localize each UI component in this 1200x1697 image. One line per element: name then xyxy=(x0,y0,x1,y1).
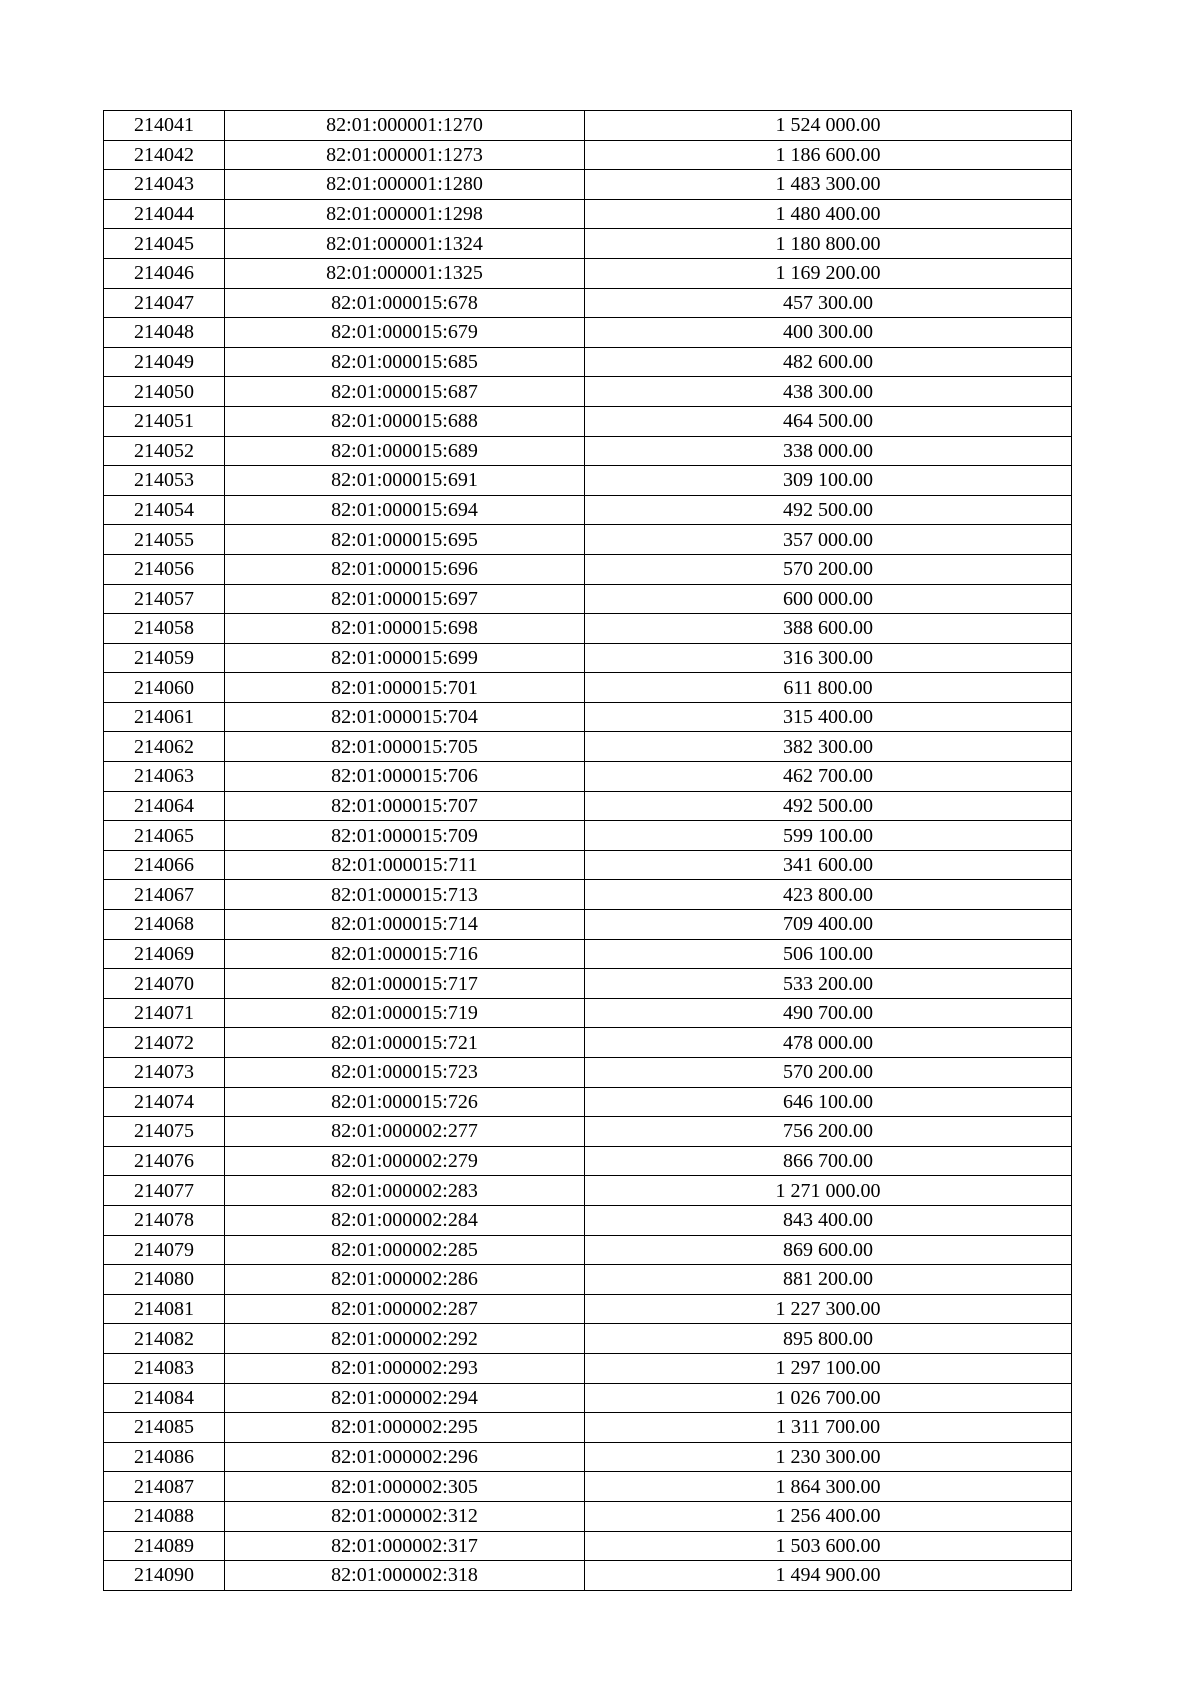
table-row xyxy=(104,318,1072,348)
table-row xyxy=(104,1205,1072,1235)
row-number-cell: 214079 xyxy=(104,1235,225,1265)
table-row xyxy=(104,140,1072,170)
cadastral-number-cell: 82:01:000015:717 xyxy=(225,969,585,999)
cadastral-number-cell: 82:01:000015:707 xyxy=(225,791,585,821)
cadastral-number-cell: 82:01:000015:711 xyxy=(225,850,585,880)
cadastral-number-cell: 82:01:000002:286 xyxy=(225,1265,585,1295)
table-body xyxy=(104,111,1072,1591)
cadastral-number-cell: 82:01:000001:1270 xyxy=(225,111,585,141)
row-number-cell: 214068 xyxy=(104,910,225,940)
cadastral-number-cell: 82:01:000002:305 xyxy=(225,1472,585,1502)
row-number-cell: 214082 xyxy=(104,1324,225,1354)
row-number-cell: 214067 xyxy=(104,880,225,910)
table-row xyxy=(104,1087,1072,1117)
row-number-cell: 214084 xyxy=(104,1383,225,1413)
value-cell: 1 483 300.00 xyxy=(585,170,1072,200)
table-row xyxy=(104,1146,1072,1176)
cadastral-number-cell: 82:01:000002:295 xyxy=(225,1413,585,1443)
value-cell: 482 600.00 xyxy=(585,347,1072,377)
cadastral-number-cell: 82:01:000002:285 xyxy=(225,1235,585,1265)
table-row xyxy=(104,1413,1072,1443)
cadastral-number-cell: 82:01:000002:312 xyxy=(225,1501,585,1531)
value-cell: 464 500.00 xyxy=(585,406,1072,436)
table-row xyxy=(104,1176,1072,1206)
table-row xyxy=(104,199,1072,229)
row-number-cell: 214046 xyxy=(104,258,225,288)
table-row xyxy=(104,406,1072,436)
value-cell: 388 600.00 xyxy=(585,614,1072,644)
value-cell: 1 864 300.00 xyxy=(585,1472,1072,1502)
row-number-cell: 214077 xyxy=(104,1176,225,1206)
row-number-cell: 214047 xyxy=(104,288,225,318)
value-cell: 492 500.00 xyxy=(585,495,1072,525)
cadastral-number-cell: 82:01:000015:723 xyxy=(225,1058,585,1088)
value-cell: 709 400.00 xyxy=(585,910,1072,940)
cadastral-number-cell: 82:01:000015:713 xyxy=(225,880,585,910)
cadastral-number-cell: 82:01:000015:694 xyxy=(225,495,585,525)
table-row xyxy=(104,1353,1072,1383)
row-number-cell: 214057 xyxy=(104,584,225,614)
cadastral-number-cell: 82:01:000015:726 xyxy=(225,1087,585,1117)
table-row xyxy=(104,969,1072,999)
value-cell: 895 800.00 xyxy=(585,1324,1072,1354)
table-row xyxy=(104,939,1072,969)
table-row xyxy=(104,1265,1072,1295)
value-cell: 599 100.00 xyxy=(585,821,1072,851)
row-number-cell: 214048 xyxy=(104,318,225,348)
row-number-cell: 214069 xyxy=(104,939,225,969)
cadastral-number-cell: 82:01:000015:714 xyxy=(225,910,585,940)
value-cell: 869 600.00 xyxy=(585,1235,1072,1265)
value-cell: 400 300.00 xyxy=(585,318,1072,348)
row-number-cell: 214052 xyxy=(104,436,225,466)
cadastral-number-cell: 82:01:000002:317 xyxy=(225,1531,585,1561)
value-cell: 1 297 100.00 xyxy=(585,1353,1072,1383)
row-number-cell: 214058 xyxy=(104,614,225,644)
cadastral-number-cell: 82:01:000015:678 xyxy=(225,288,585,318)
table-row xyxy=(104,288,1072,318)
table-row xyxy=(104,1324,1072,1354)
row-number-cell: 214042 xyxy=(104,140,225,170)
value-cell: 1 494 900.00 xyxy=(585,1561,1072,1591)
row-number-cell: 214044 xyxy=(104,199,225,229)
table-row xyxy=(104,1472,1072,1502)
table-row xyxy=(104,1294,1072,1324)
row-number-cell: 214078 xyxy=(104,1205,225,1235)
row-number-cell: 214089 xyxy=(104,1531,225,1561)
row-number-cell: 214051 xyxy=(104,406,225,436)
value-cell: 1 026 700.00 xyxy=(585,1383,1072,1413)
value-cell: 1 503 600.00 xyxy=(585,1531,1072,1561)
value-cell: 438 300.00 xyxy=(585,377,1072,407)
row-number-cell: 214060 xyxy=(104,673,225,703)
table-row xyxy=(104,732,1072,762)
table-row xyxy=(104,1058,1072,1088)
table-row xyxy=(104,1531,1072,1561)
value-cell: 1 180 800.00 xyxy=(585,229,1072,259)
cadastral-number-cell: 82:01:000015:706 xyxy=(225,762,585,792)
value-cell: 866 700.00 xyxy=(585,1146,1072,1176)
cadastral-number-cell: 82:01:000015:695 xyxy=(225,525,585,555)
table-row xyxy=(104,1383,1072,1413)
row-number-cell: 214062 xyxy=(104,732,225,762)
cadastral-number-cell: 82:01:000002:294 xyxy=(225,1383,585,1413)
row-number-cell: 214059 xyxy=(104,643,225,673)
cadastral-number-cell: 82:01:000001:1273 xyxy=(225,140,585,170)
row-number-cell: 214049 xyxy=(104,347,225,377)
table-row xyxy=(104,554,1072,584)
cadastral-number-cell: 82:01:000015:719 xyxy=(225,998,585,1028)
row-number-cell: 214041 xyxy=(104,111,225,141)
table-row xyxy=(104,850,1072,880)
cadastral-number-cell: 82:01:000015:704 xyxy=(225,702,585,732)
value-cell: 570 200.00 xyxy=(585,1058,1072,1088)
cadastral-number-cell: 82:01:000015:701 xyxy=(225,673,585,703)
row-number-cell: 214055 xyxy=(104,525,225,555)
table-row xyxy=(104,229,1072,259)
value-cell: 341 600.00 xyxy=(585,850,1072,880)
cadastral-number-cell: 82:01:000015:716 xyxy=(225,939,585,969)
value-cell: 492 500.00 xyxy=(585,791,1072,821)
table-row xyxy=(104,111,1072,141)
row-number-cell: 214054 xyxy=(104,495,225,525)
cadastral-value-table xyxy=(103,110,1072,1591)
table-row xyxy=(104,436,1072,466)
table-row xyxy=(104,702,1072,732)
value-cell: 423 800.00 xyxy=(585,880,1072,910)
cadastral-number-cell: 82:01:000015:696 xyxy=(225,554,585,584)
cadastral-number-cell: 82:01:000001:1325 xyxy=(225,258,585,288)
table-row xyxy=(104,1117,1072,1147)
row-number-cell: 214043 xyxy=(104,170,225,200)
value-cell: 382 300.00 xyxy=(585,732,1072,762)
table-row xyxy=(104,1501,1072,1531)
table-row xyxy=(104,466,1072,496)
row-number-cell: 214076 xyxy=(104,1146,225,1176)
value-cell: 315 400.00 xyxy=(585,702,1072,732)
value-cell: 1 256 400.00 xyxy=(585,1501,1072,1531)
table-row xyxy=(104,495,1072,525)
cadastral-number-cell: 82:01:000015:698 xyxy=(225,614,585,644)
table-row xyxy=(104,584,1072,614)
table-row xyxy=(104,258,1072,288)
row-number-cell: 214063 xyxy=(104,762,225,792)
value-cell: 490 700.00 xyxy=(585,998,1072,1028)
value-cell: 357 000.00 xyxy=(585,525,1072,555)
table-row xyxy=(104,170,1072,200)
row-number-cell: 214075 xyxy=(104,1117,225,1147)
cadastral-number-cell: 82:01:000002:287 xyxy=(225,1294,585,1324)
cadastral-number-cell: 82:01:000015:705 xyxy=(225,732,585,762)
table-row xyxy=(104,377,1072,407)
row-number-cell: 214086 xyxy=(104,1442,225,1472)
value-cell: 1 524 000.00 xyxy=(585,111,1072,141)
value-cell: 1 480 400.00 xyxy=(585,199,1072,229)
row-number-cell: 214087 xyxy=(104,1472,225,1502)
table-row xyxy=(104,1028,1072,1058)
table-row xyxy=(104,1561,1072,1591)
row-number-cell: 214085 xyxy=(104,1413,225,1443)
row-number-cell: 214045 xyxy=(104,229,225,259)
row-number-cell: 214056 xyxy=(104,554,225,584)
cadastral-number-cell: 82:01:000002:283 xyxy=(225,1176,585,1206)
row-number-cell: 214053 xyxy=(104,466,225,496)
value-cell: 611 800.00 xyxy=(585,673,1072,703)
cadastral-number-cell: 82:01:000015:689 xyxy=(225,436,585,466)
row-number-cell: 214070 xyxy=(104,969,225,999)
table-row xyxy=(104,998,1072,1028)
row-number-cell: 214080 xyxy=(104,1265,225,1295)
value-cell: 646 100.00 xyxy=(585,1087,1072,1117)
table-row xyxy=(104,673,1072,703)
table-row xyxy=(104,1442,1072,1472)
row-number-cell: 214064 xyxy=(104,791,225,821)
value-cell: 1 230 300.00 xyxy=(585,1442,1072,1472)
cadastral-number-cell: 82:01:000002:296 xyxy=(225,1442,585,1472)
cadastral-number-cell: 82:01:000002:284 xyxy=(225,1205,585,1235)
table-row xyxy=(104,614,1072,644)
value-cell: 462 700.00 xyxy=(585,762,1072,792)
row-number-cell: 214083 xyxy=(104,1353,225,1383)
table-row xyxy=(104,762,1072,792)
value-cell: 1 169 200.00 xyxy=(585,258,1072,288)
value-cell: 338 000.00 xyxy=(585,436,1072,466)
value-cell: 570 200.00 xyxy=(585,554,1072,584)
row-number-cell: 214088 xyxy=(104,1501,225,1531)
row-number-cell: 214081 xyxy=(104,1294,225,1324)
row-number-cell: 214090 xyxy=(104,1561,225,1591)
cadastral-number-cell: 82:01:000002:318 xyxy=(225,1561,585,1591)
value-cell: 600 000.00 xyxy=(585,584,1072,614)
table-row xyxy=(104,910,1072,940)
value-cell: 309 100.00 xyxy=(585,466,1072,496)
value-cell: 1 186 600.00 xyxy=(585,140,1072,170)
cadastral-number-cell: 82:01:000002:279 xyxy=(225,1146,585,1176)
value-cell: 506 100.00 xyxy=(585,939,1072,969)
row-number-cell: 214050 xyxy=(104,377,225,407)
table-row xyxy=(104,347,1072,377)
value-cell: 881 200.00 xyxy=(585,1265,1072,1295)
cadastral-number-cell: 82:01:000001:1280 xyxy=(225,170,585,200)
table-row xyxy=(104,880,1072,910)
cadastral-number-cell: 82:01:000015:691 xyxy=(225,466,585,496)
table-row xyxy=(104,643,1072,673)
value-cell: 1 311 700.00 xyxy=(585,1413,1072,1443)
row-number-cell: 214071 xyxy=(104,998,225,1028)
cadastral-number-cell: 82:01:000015:679 xyxy=(225,318,585,348)
value-cell: 756 200.00 xyxy=(585,1117,1072,1147)
cadastral-number-cell: 82:01:000015:688 xyxy=(225,406,585,436)
table-row xyxy=(104,791,1072,821)
cadastral-number-cell: 82:01:000015:687 xyxy=(225,377,585,407)
value-cell: 457 300.00 xyxy=(585,288,1072,318)
table-row xyxy=(104,821,1072,851)
cadastral-number-cell: 82:01:000015:721 xyxy=(225,1028,585,1058)
cadastral-number-cell: 82:01:000015:709 xyxy=(225,821,585,851)
value-cell: 533 200.00 xyxy=(585,969,1072,999)
cadastral-number-cell: 82:01:000015:697 xyxy=(225,584,585,614)
value-cell: 478 000.00 xyxy=(585,1028,1072,1058)
cadastral-number-cell: 82:01:000002:292 xyxy=(225,1324,585,1354)
row-number-cell: 214072 xyxy=(104,1028,225,1058)
table-row xyxy=(104,525,1072,555)
value-cell: 843 400.00 xyxy=(585,1205,1072,1235)
table-row xyxy=(104,1235,1072,1265)
row-number-cell: 214061 xyxy=(104,702,225,732)
row-number-cell: 214066 xyxy=(104,850,225,880)
row-number-cell: 214065 xyxy=(104,821,225,851)
value-cell: 1 271 000.00 xyxy=(585,1176,1072,1206)
cadastral-number-cell: 82:01:000001:1324 xyxy=(225,229,585,259)
cadastral-number-cell: 82:01:000015:699 xyxy=(225,643,585,673)
row-number-cell: 214074 xyxy=(104,1087,225,1117)
cadastral-number-cell: 82:01:000015:685 xyxy=(225,347,585,377)
cadastral-number-cell: 82:01:000001:1298 xyxy=(225,199,585,229)
value-cell: 316 300.00 xyxy=(585,643,1072,673)
cadastral-number-cell: 82:01:000002:277 xyxy=(225,1117,585,1147)
row-number-cell: 214073 xyxy=(104,1058,225,1088)
cadastral-number-cell: 82:01:000002:293 xyxy=(225,1353,585,1383)
value-cell: 1 227 300.00 xyxy=(585,1294,1072,1324)
